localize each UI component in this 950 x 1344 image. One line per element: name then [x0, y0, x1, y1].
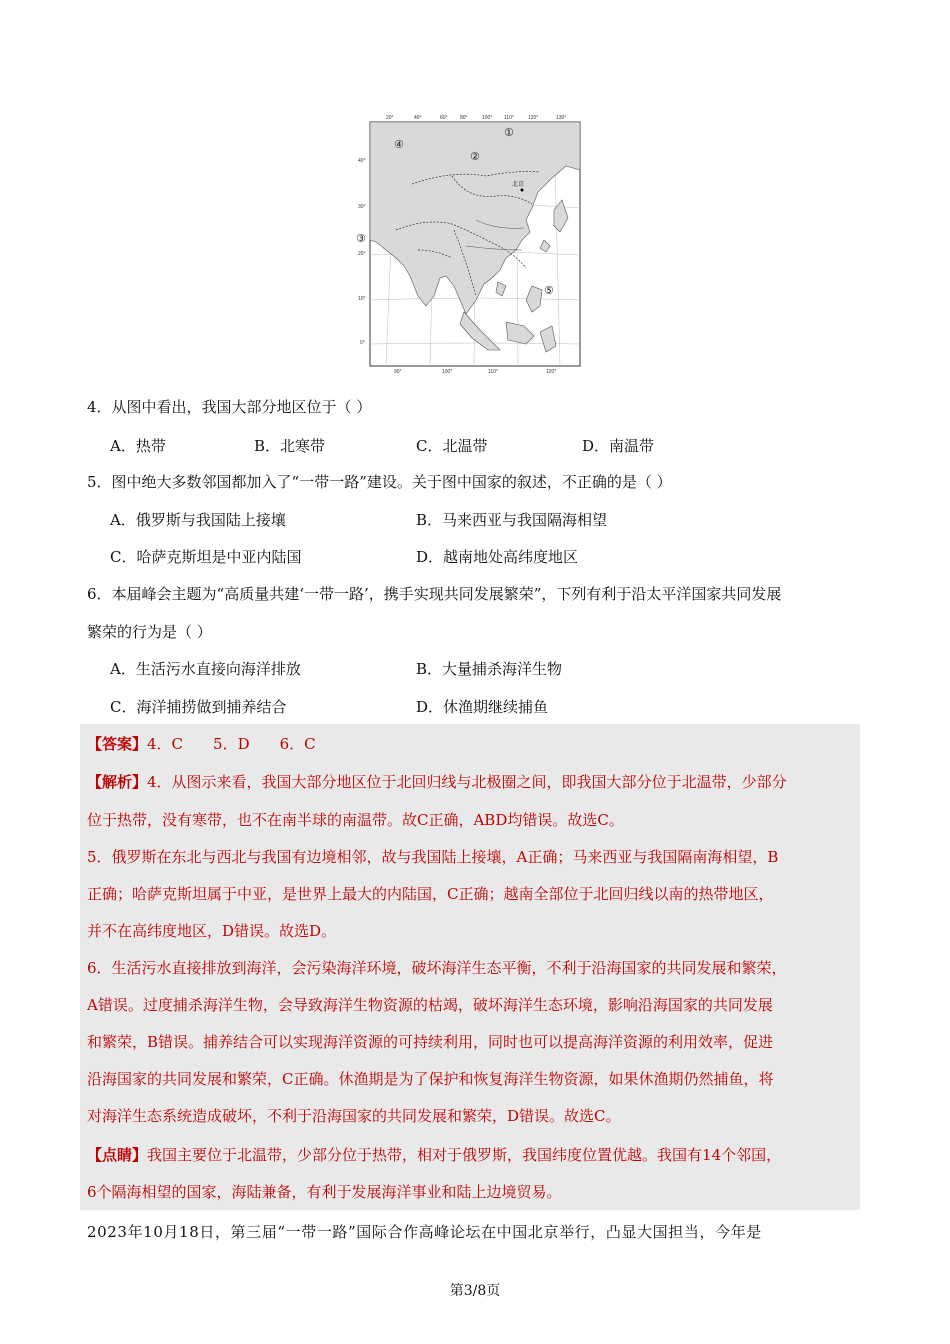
q6-option-c: C．海洋捕捞做到捕养结合 — [110, 698, 287, 716]
q6-option-a: A．生活污水直接向海洋排放 — [110, 660, 301, 678]
map-lat-label: 0° — [360, 340, 365, 346]
tip-label: 【点睛】 — [87, 1146, 148, 1164]
analysis-line-9: 沿海国家的共同发展和繁荣，C正确。休渔期是为了保护和恢复海洋生物资源，如果休渔期仍然捕鱼，将 — [87, 1070, 774, 1088]
map-lat-label: 10° — [358, 296, 366, 302]
map-lon-label: 40° — [414, 115, 422, 121]
answer-label: 【答案】 — [87, 735, 148, 753]
q6-option-b: B．大量捕杀海洋生物 — [416, 660, 563, 678]
q4-option-c: C．北温带 — [416, 437, 488, 455]
q5-option-a: A．俄罗斯与我国陆上接壤 — [110, 511, 286, 529]
analysis-line-2: 位于热带，没有寒带，也不在南半球的南温带。故C正确，ABD均错误。故选C。 — [87, 811, 624, 829]
tip-text: 我国主要位于北温带，少部分位于热带，相对于俄罗斯，我国纬度位置优越。我国有14个邻国， — [147, 1146, 782, 1164]
page-number: 第3/8页 — [449, 1283, 501, 1299]
analysis-line-8: 和繁荣，B错误。捕养结合可以实现海洋资源的可持续利用，同时也可以提高海洋资源的利用效率，促进 — [87, 1033, 774, 1051]
map-lon-label: 110° — [488, 369, 498, 375]
analysis-line-10: 对海洋生态系统造成破坏，不利于沿海国家的共同发展和繁荣，D错误。故选C。 — [87, 1107, 621, 1125]
tip-line-1 — [87, 1145, 781, 1165]
q5-option-c: C．哈萨克斯坦是中亚内陆国 — [110, 548, 302, 566]
answer-line — [87, 734, 316, 754]
q6-stem-line1: 6．本届峰会主题为“高质量共建‘一带一路’，携手实现共同发展繁荣”，下列有利于沿太平洋国家共同发展 — [87, 585, 782, 603]
map-lon-label: 80° — [460, 115, 468, 121]
q4-stem: 4．从图中看出，我国大部分地区位于（ ） — [87, 398, 372, 416]
analysis-line-3: 5．俄罗斯在东北与西北与我国有边境相邻，故与我国陆上接壤，A正确；马来西亚与我国隔南海相望，B — [87, 848, 779, 866]
map-marker-1: ① — [504, 126, 514, 139]
map-lat-label: 40° — [358, 158, 366, 164]
map-marker-4: ④ — [394, 138, 404, 151]
intro-paragraph: 2023年10月18日，第三届“一带一路”国际合作高峰论坛在中国北京举行，凸显大国担当，今年是 — [87, 1223, 762, 1241]
q5-option-b: B．马来西亚与我国隔海相望 — [416, 511, 608, 529]
map-lon-label: 90° — [394, 369, 402, 375]
q6-stem-line2: 繁荣的行为是（ ） — [87, 623, 212, 641]
map-city-label: 北京 — [512, 181, 525, 188]
map-lat-label: 20° — [358, 251, 366, 257]
map-marker-3: ③ — [356, 232, 366, 245]
q4-option-b: B．北寒带 — [254, 437, 326, 455]
analysis-text: 4．从图示来看，我国大部分地区位于北回归线与北极圈之间，即我国大部分位于北温带，少部分 — [147, 773, 787, 791]
map-lon-label: 100° — [442, 369, 453, 375]
map-lon-label: 60° — [440, 115, 448, 121]
q6-option-d: D．休渔期继续捕鱼 — [416, 698, 549, 716]
analysis-line-5: 并不在高纬度地区，D错误。故选D。 — [87, 922, 337, 940]
map-lon-label: 100° — [482, 115, 493, 121]
map-lon-label: 120° — [528, 115, 539, 121]
analysis-line-4: 正确；哈萨克斯坦属于中亚，是世界上最大的内陆国，C正确；越南全部位于北回归线以南的热带地区， — [87, 885, 774, 903]
map-marker-5: ⑤ — [544, 284, 554, 297]
analysis-label: 【解析】 — [87, 773, 148, 791]
map-marker-2: ② — [470, 150, 480, 163]
q5-option-d: D．越南地处高纬度地区 — [416, 548, 579, 566]
analysis-line-1 — [87, 772, 787, 792]
analysis-line-6: 6．生活污水直接排放到海洋，会污染海洋环境，破坏海洋生态平衡，不利于沿海国家的共同发展和繁荣， — [87, 959, 787, 977]
q5-stem: 5．图中绝大多数邻国都加入了“一带一路”建设。关于图中国家的叙述，不正确的是（ ） — [87, 473, 672, 491]
beijing-marker — [521, 189, 524, 192]
map-lon-label: 20° — [386, 115, 394, 121]
analysis-line-7: A错误。过度捕杀海洋生物，会导致海洋生物资源的枯竭，破坏海洋生态环境，影响沿海国家的共同发展 — [87, 996, 773, 1014]
asia-map-figure — [356, 100, 588, 382]
map-lon-label: 130° — [556, 115, 567, 121]
map-lat-label: 30° — [358, 204, 366, 210]
q4-option-d: D．南温带 — [582, 437, 655, 455]
map-lon-label: 110° — [504, 115, 514, 121]
tip-line-2: 6个隔海相望的国家，海陆兼备，有利于发展海洋事业和陆上边境贸易。 — [87, 1183, 562, 1201]
answer-text: 4．C 5．D 6．C — [147, 735, 316, 753]
map-lon-label: 120° — [546, 369, 557, 375]
q4-option-a: A．热带 — [110, 437, 166, 455]
